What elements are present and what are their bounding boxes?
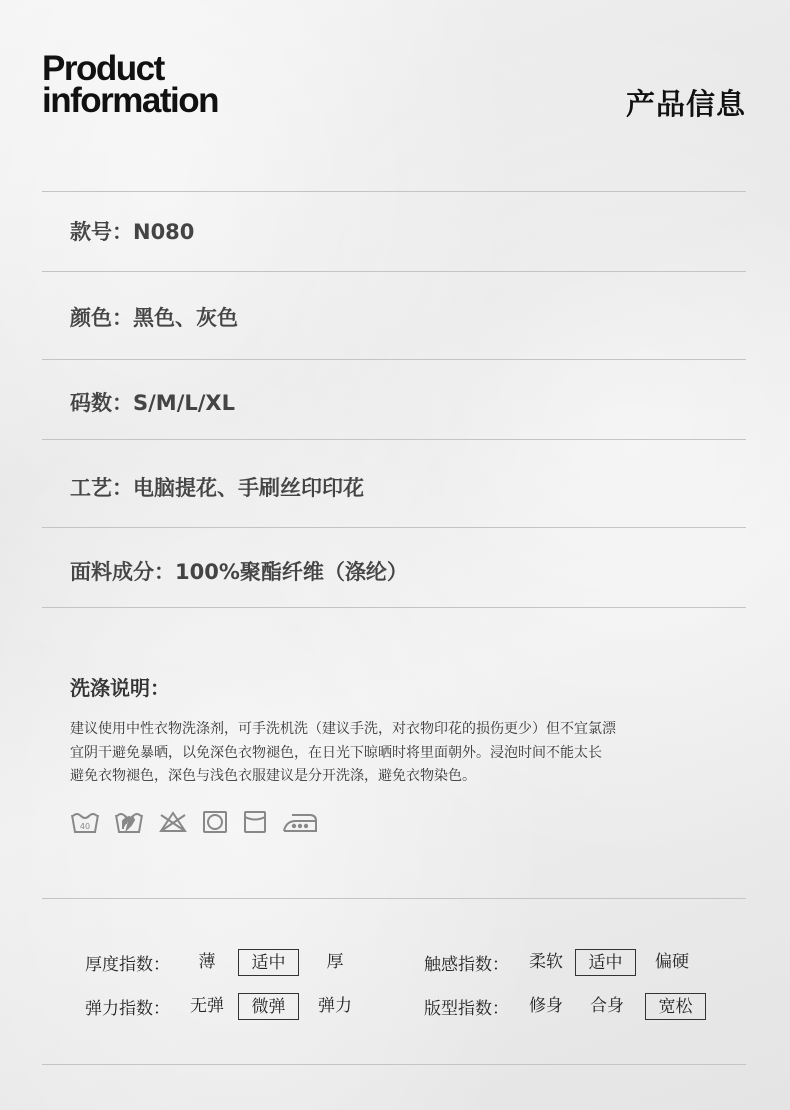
spec-label: 颜色： xyxy=(70,306,133,330)
fit-index xyxy=(424,993,706,1020)
spec-style-number xyxy=(70,216,194,246)
index-option: 偏硬 xyxy=(655,952,689,972)
title-line-information: information xyxy=(42,81,218,120)
divider xyxy=(42,191,746,192)
elasticity-index xyxy=(85,993,355,1020)
washing-line: 避免衣物褪色，深色与浅色衣服建议是分开洗涤，避免衣物染色。 xyxy=(70,768,476,784)
divider xyxy=(42,527,746,528)
washing-title: 洗涤说明： xyxy=(70,676,170,700)
index-option: 厚 xyxy=(326,952,344,972)
washing-line: 建议使用中性衣物洗涤剂，可手洗机洗（建议手洗，对衣物印花的损伤更少）但不宜氯漂 xyxy=(70,721,616,737)
thickness-index xyxy=(85,949,354,976)
index-option: 合身 xyxy=(590,996,624,1016)
index-label: 厚度指数： xyxy=(85,955,170,975)
divider xyxy=(42,607,746,608)
page-title-english xyxy=(42,49,218,120)
tumble-dry-icon xyxy=(202,809,228,835)
index-label: 版型指数： xyxy=(424,999,509,1019)
index-option-selected: 适中 xyxy=(238,949,299,976)
index-option: 修身 xyxy=(529,996,563,1016)
care-icons xyxy=(70,809,318,835)
spec-value: N080 xyxy=(133,220,195,244)
spec-value: 黑色、灰色 xyxy=(133,306,238,330)
washing-text xyxy=(70,718,710,789)
divider xyxy=(42,1064,746,1065)
index-option-selected: 宽松 xyxy=(645,993,706,1020)
wash-temp-label: 40 xyxy=(79,822,91,831)
divider xyxy=(42,271,746,272)
index-option: 薄 xyxy=(198,952,216,972)
index-option: 弹力 xyxy=(318,996,352,1016)
spec-label: 款号： xyxy=(70,220,133,244)
spec-value: 电脑提花、手刷丝印印花 xyxy=(133,476,364,500)
washing-line: 宜阴干避免暴晒，以免深色衣物褪色，在日光下晾晒时将里面朝外。浸泡时间不能太长 xyxy=(70,744,602,761)
index-option: 无弹 xyxy=(190,996,224,1016)
spec-label: 面料成分： xyxy=(70,560,175,584)
spec-craft xyxy=(70,472,364,502)
no-bleach-icon xyxy=(158,809,188,835)
divider xyxy=(42,898,746,899)
spec-value: S/M/L/XL xyxy=(133,391,235,415)
iron-icon xyxy=(282,809,318,835)
spec-size xyxy=(70,387,235,417)
spec-label: 码数： xyxy=(70,391,133,415)
index-label: 弹力指数： xyxy=(85,999,170,1019)
title-line-product: Product xyxy=(42,49,164,88)
hand-wash-icon xyxy=(114,809,144,835)
spec-label: 工艺： xyxy=(70,476,133,500)
index-option: 柔软 xyxy=(529,952,563,972)
divider xyxy=(42,359,746,360)
index-option-selected: 适中 xyxy=(575,949,636,976)
wash-40-icon xyxy=(70,809,100,835)
index-label: 触感指数： xyxy=(424,955,509,975)
index-option-selected: 微弹 xyxy=(238,993,299,1020)
page-title-chinese: 产品信息 xyxy=(625,87,746,121)
line-dry-icon xyxy=(242,809,268,835)
spec-color xyxy=(70,302,238,332)
divider xyxy=(42,439,746,440)
spec-fabric xyxy=(70,556,408,586)
spec-value: 100%聚酯纤维（涤纶） xyxy=(175,560,408,584)
touch-index xyxy=(424,949,691,976)
